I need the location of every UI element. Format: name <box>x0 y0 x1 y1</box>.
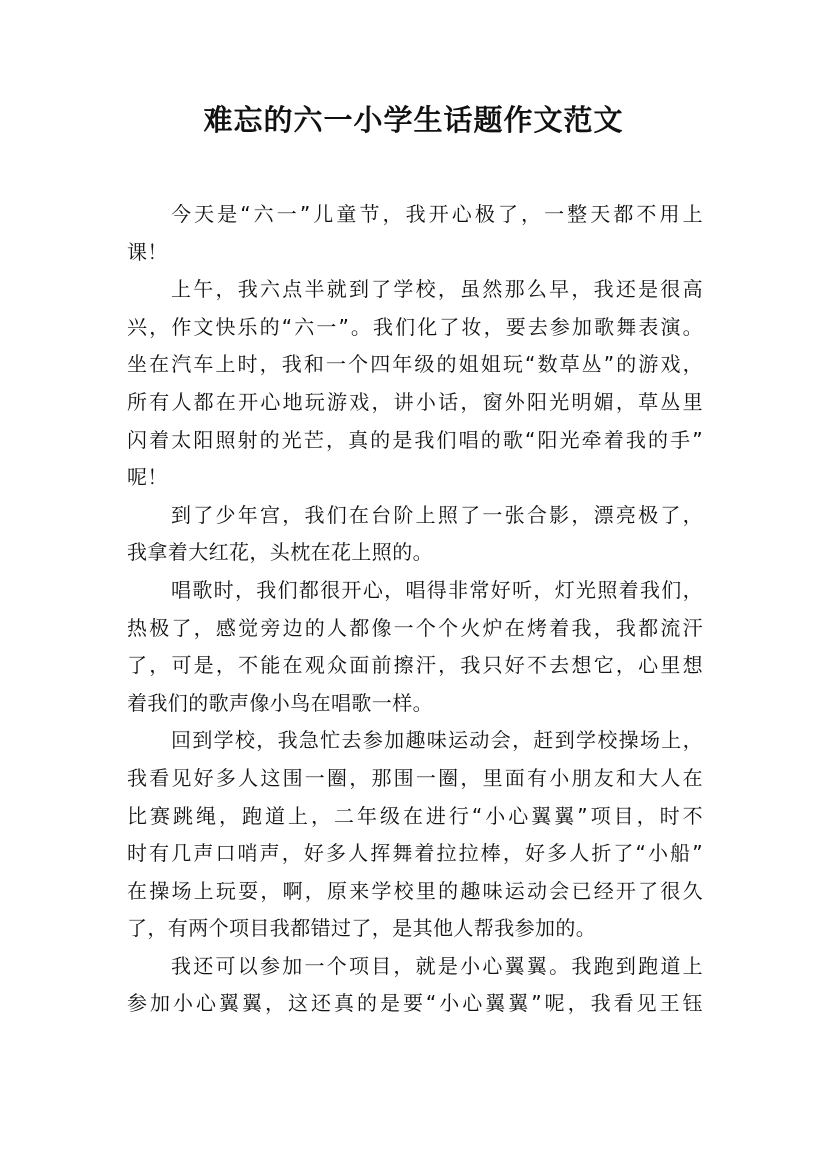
document-body <box>127 196 703 1023</box>
text-line: 在操场上玩耍，啊，原来学校里的趣味运动会已经开了很久 <box>127 878 703 903</box>
text-line: 着我们的歌声像小鸟在唱歌一样。 <box>127 690 433 715</box>
text-line: 坐在汽车上时，我和一个四年级的姐姐玩“数草丛”的游戏， <box>127 352 703 377</box>
text-line: 我看见好多人这围一圈，那围一圈，里面有小朋友和大人在 <box>127 765 703 790</box>
text-line: 今天是“六一”儿童节，我开心极了，一整天都不用上 <box>171 202 703 226</box>
text-line: 我拿着大红花，头枕在花上照的。 <box>127 540 433 565</box>
text-line: 时有几声口哨声，好多人挥舞着拉拉棒，好多人折了“小船” <box>127 841 703 866</box>
text-line: 唱歌时，我们都很开心，唱得非常好听，灯光照着我们， <box>171 577 703 602</box>
document-title: 难忘的六一小学生话题作文范文 <box>203 103 624 137</box>
text-line: 所有人都在开心地玩游戏，讲小话，窗外阳光明媚，草丛里 <box>127 389 703 414</box>
text-line: 了，可是，不能在观众面前擦汗，我只好不去想它，心里想 <box>127 653 703 678</box>
text-line: 热极了，感觉旁边的人都像一个个火炉在烤着我，我都流汗 <box>127 615 703 640</box>
text-line: 了，有两个项目我都错过了，是其他人帮我参加的。 <box>127 916 597 941</box>
text-line: 比赛跳绳，跑道上，二年级在进行“小心翼翼”项目，时不 <box>127 803 703 828</box>
text-line: 呢！ <box>127 465 168 490</box>
text-line: 我还可以参加一个项目，就是小心翼翼。我跑到跑道上 <box>171 953 703 978</box>
text-line: 参加小心翼翼，这还真的是要“小心翼翼”呢，我看见王钰 <box>127 991 703 1016</box>
text-line: 兴，作文快乐的“六一”。我们化了妆，要去参加歌舞表演。 <box>127 314 703 339</box>
text-line: 到了少年宫，我们在台阶上照了一张合影，漂亮极了， <box>171 502 703 527</box>
text-line: 闪着太阳照射的光芒，真的是我们唱的歌“阳光牵着我的手” <box>127 427 703 452</box>
text-line: 课！ <box>127 239 168 264</box>
text-line: 回到学校，我急忙去参加趣味运动会，赶到学校操场上， <box>171 728 703 753</box>
text-line: 上午，我六点半就到了学校，虽然那么早，我还是很高 <box>171 277 703 302</box>
